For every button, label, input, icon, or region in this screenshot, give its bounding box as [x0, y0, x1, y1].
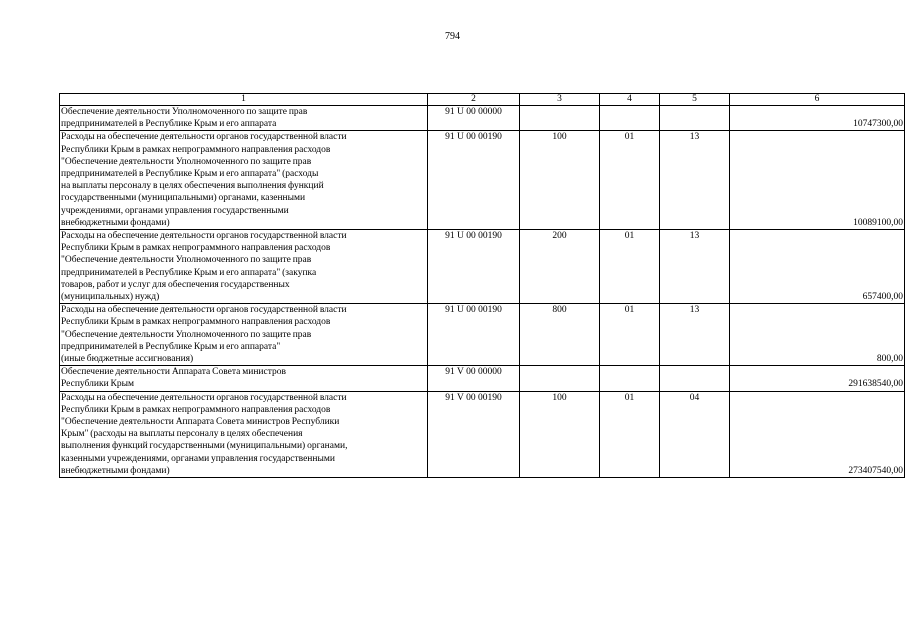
row-description: [60, 106, 428, 131]
column-header-1: 1: [60, 94, 428, 106]
row-expense-type: 100: [520, 131, 600, 230]
description-line: внебюджетными фондами): [61, 465, 170, 476]
description-line: предпринимателей в Республике Крым и его аппарата" (закупка: [61, 267, 317, 278]
row-expense-type: 200: [520, 230, 600, 304]
table-row: [60, 131, 905, 230]
row-subsection: 13: [660, 230, 730, 304]
description-line: Республики Крым: [61, 379, 135, 390]
table-row: [60, 106, 905, 131]
description-line: Обеспечение деятельности Аппарата Совета министров: [61, 367, 286, 378]
description-line: Республики Крым в рамках непрограммного направления расходов: [61, 243, 331, 254]
description-line: (муниципальных) нужд): [61, 292, 160, 303]
description-line: Расходы на обеспечение деятельности органов государственной власти: [61, 392, 347, 403]
description-line: государственными (муниципальными) органами, казенными: [61, 193, 306, 204]
description-line: на выплаты персоналу в целях обеспечения выполнения функций: [61, 181, 324, 192]
description-line: Республики Крым в рамках непрограммного направления расходов: [61, 317, 331, 328]
description-line: предпринимателей в Республике Крым и его аппарата" (расходы: [61, 169, 319, 180]
row-amount: 10747300,00: [730, 106, 905, 131]
row-subsection: [660, 366, 730, 391]
row-code: 91 V 00 00000: [428, 366, 520, 391]
row-code: 91 U 00 00190: [428, 230, 520, 304]
description-line: предпринимателей в Республике Крым и его аппарата": [61, 341, 281, 352]
row-section: 01: [600, 391, 660, 477]
row-description: [60, 366, 428, 391]
description-line: Крым" (расходы на выплаты персоналу в целях обеспечения: [61, 429, 303, 440]
row-amount: 657400,00: [730, 230, 905, 304]
row-expense-type: 800: [520, 304, 600, 366]
description-line: учреждениями, органами управления государственными: [61, 205, 289, 216]
row-code: 91 U 00 00190: [428, 304, 520, 366]
row-description: [60, 304, 428, 366]
description-line: Обеспечение деятельности Уполномоченного по защите прав: [61, 107, 308, 117]
row-expense-type: [520, 106, 600, 131]
description-line: "Обеспечение деятельности Уполномоченного по защите прав: [61, 156, 312, 167]
description-line: казенными учреждениями, органами управления государственными: [61, 453, 335, 464]
row-subsection: 13: [660, 304, 730, 366]
table-row: [60, 230, 905, 304]
description-line: Расходы на обеспечение деятельности органов государственной власти: [61, 132, 347, 143]
table-row: [60, 391, 905, 477]
column-header-6: 6: [730, 94, 905, 106]
row-amount: 291638540,00: [730, 366, 905, 391]
row-section: 01: [600, 230, 660, 304]
row-expense-type: 100: [520, 391, 600, 477]
row-amount: 273407540,00: [730, 391, 905, 477]
row-subsection: [660, 106, 730, 131]
description-line: выполнения функций государственными (муниципальными) органами,: [61, 441, 348, 452]
column-header-4: 4: [600, 94, 660, 106]
row-subsection: 04: [660, 391, 730, 477]
row-section: [600, 366, 660, 391]
row-section: [600, 106, 660, 131]
description-line: "Обеспечение деятельности Уполномоченного по защите прав: [61, 255, 312, 266]
description-line: (иные бюджетные ассигнования): [61, 354, 194, 365]
row-description: [60, 131, 428, 230]
description-line: "Обеспечение деятельности Уполномоченного по защите прав: [61, 329, 312, 340]
row-code: 91 V 00 00190: [428, 391, 520, 477]
row-subsection: 13: [660, 131, 730, 230]
description-line: Республики Крым в рамках непрограммного направления расходов: [61, 404, 331, 415]
column-header-2: 2: [428, 94, 520, 106]
table-row: [60, 304, 905, 366]
row-section: 01: [600, 131, 660, 230]
row-description: [60, 391, 428, 477]
row-amount: 800,00: [730, 304, 905, 366]
row-description: [60, 230, 428, 304]
description-line: "Обеспечение деятельности Аппарата Совета министров Республики: [61, 417, 340, 428]
description-line: товаров, работ и услуг для обеспечения государственных: [61, 279, 290, 290]
column-header-5: 5: [660, 94, 730, 106]
description-line: предпринимателей в Республике Крым и его аппарата: [61, 119, 277, 130]
column-header-3: 3: [520, 94, 600, 106]
row-section: 01: [600, 304, 660, 366]
row-code: 91 U 00 00190: [428, 131, 520, 230]
description-line: внебюджетными фондами): [61, 217, 170, 228]
budget-table: [59, 93, 905, 478]
description-line: Расходы на обеспечение деятельности органов государственной власти: [61, 305, 347, 316]
header-row: [60, 94, 905, 106]
description-line: Расходы на обеспечение деятельности органов государственной власти: [61, 231, 347, 242]
table-row: [60, 366, 905, 391]
row-code: 91 U 00 00000: [428, 106, 520, 131]
description-line: Республики Крым в рамках непрограммного направления расходов: [61, 144, 331, 155]
page-number: 794: [445, 31, 460, 42]
row-expense-type: [520, 366, 600, 391]
row-amount: 10089100,00: [730, 131, 905, 230]
